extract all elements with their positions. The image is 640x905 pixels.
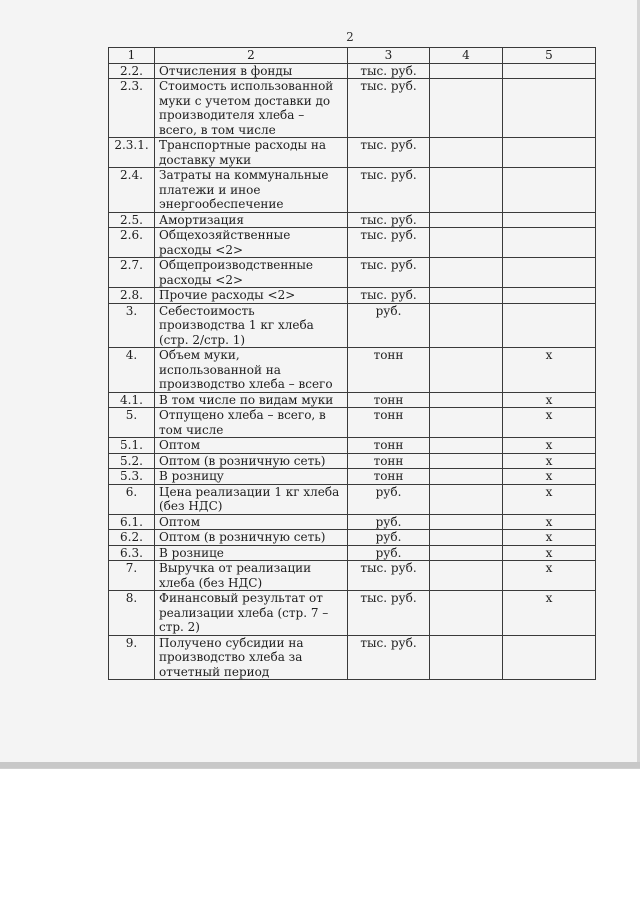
row-number: 2.6. bbox=[109, 228, 155, 258]
row-name: Объем муки, использованной на производство хлеба – всего bbox=[155, 348, 348, 393]
row-col-4 bbox=[430, 228, 503, 258]
row-col-5 bbox=[503, 79, 596, 138]
row-col-5: x bbox=[503, 469, 596, 485]
row-unit: руб. bbox=[348, 303, 430, 348]
header-col-2: 2 bbox=[155, 48, 348, 64]
table-row bbox=[109, 63, 596, 79]
table-row bbox=[109, 514, 596, 530]
row-col-4 bbox=[430, 168, 503, 213]
row-name: Оптом (в розничную сеть) bbox=[155, 530, 348, 546]
row-col-5: x bbox=[503, 530, 596, 546]
table-row bbox=[109, 438, 596, 454]
row-col-4 bbox=[430, 484, 503, 514]
row-name: Оптом (в розничную сеть) bbox=[155, 453, 348, 469]
row-number: 3. bbox=[109, 303, 155, 348]
row-number: 5.1. bbox=[109, 438, 155, 454]
row-unit: тыс. руб. bbox=[348, 635, 430, 680]
table-row bbox=[109, 288, 596, 304]
row-col-4 bbox=[430, 514, 503, 530]
row-col-4 bbox=[430, 392, 503, 408]
row-number: 6.1. bbox=[109, 514, 155, 530]
row-unit: тыс. руб. bbox=[348, 212, 430, 228]
row-col-4 bbox=[430, 530, 503, 546]
row-unit: тонн bbox=[348, 453, 430, 469]
row-unit: тонн bbox=[348, 408, 430, 438]
row-unit: руб. bbox=[348, 545, 430, 561]
row-number: 7. bbox=[109, 561, 155, 591]
row-col-5: x bbox=[503, 408, 596, 438]
row-name: Цена реализации 1 кг хлеба (без НДС) bbox=[155, 484, 348, 514]
row-unit: тыс. руб. bbox=[348, 288, 430, 304]
row-col-4 bbox=[430, 561, 503, 591]
row-unit: тонн bbox=[348, 438, 430, 454]
row-name: Амортизация bbox=[155, 212, 348, 228]
row-col-5: x bbox=[503, 453, 596, 469]
row-col-4 bbox=[430, 138, 503, 168]
table-row bbox=[109, 258, 596, 288]
row-number: 6.2. bbox=[109, 530, 155, 546]
table-row bbox=[109, 561, 596, 591]
row-name: Отчисления в фонды bbox=[155, 63, 348, 79]
row-number: 2.8. bbox=[109, 288, 155, 304]
page-number: 2 bbox=[346, 30, 354, 44]
table-row bbox=[109, 228, 596, 258]
row-number: 2.3. bbox=[109, 79, 155, 138]
table-row bbox=[109, 591, 596, 636]
row-name: В розницу bbox=[155, 469, 348, 485]
row-number: 5.3. bbox=[109, 469, 155, 485]
row-number: 6. bbox=[109, 484, 155, 514]
row-name: Транспортные расходы на доставку муки bbox=[155, 138, 348, 168]
row-unit: тонн bbox=[348, 469, 430, 485]
row-col-4 bbox=[430, 258, 503, 288]
row-col-4 bbox=[430, 438, 503, 454]
row-unit: тыс. руб. bbox=[348, 63, 430, 79]
header-col-3: 3 bbox=[348, 48, 430, 64]
row-col-4 bbox=[430, 79, 503, 138]
table-row bbox=[109, 138, 596, 168]
row-col-5 bbox=[503, 303, 596, 348]
row-col-4 bbox=[430, 288, 503, 304]
row-col-4 bbox=[430, 469, 503, 485]
row-name: Прочие расходы <2> bbox=[155, 288, 348, 304]
table-row bbox=[109, 212, 596, 228]
table-row bbox=[109, 303, 596, 348]
row-col-5 bbox=[503, 635, 596, 680]
row-name: Себестоимость производства 1 кг хлеба (стр. 2/стр. 1) bbox=[155, 303, 348, 348]
row-col-5 bbox=[503, 258, 596, 288]
table-row bbox=[109, 484, 596, 514]
row-name: Общепроизводственные расходы <2> bbox=[155, 258, 348, 288]
row-col-4 bbox=[430, 545, 503, 561]
row-name: В том числе по видам муки bbox=[155, 392, 348, 408]
header-row bbox=[109, 48, 596, 64]
row-unit: тонн bbox=[348, 392, 430, 408]
row-col-4 bbox=[430, 303, 503, 348]
row-col-5 bbox=[503, 228, 596, 258]
row-unit: руб. bbox=[348, 514, 430, 530]
row-number: 2.5. bbox=[109, 212, 155, 228]
row-col-4 bbox=[430, 591, 503, 636]
row-unit: тонн bbox=[348, 348, 430, 393]
row-unit: тыс. руб. bbox=[348, 138, 430, 168]
row-col-5 bbox=[503, 138, 596, 168]
row-col-5: x bbox=[503, 392, 596, 408]
row-number: 4. bbox=[109, 348, 155, 393]
header-col-1: 1 bbox=[109, 48, 155, 64]
row-unit: тыс. руб. bbox=[348, 228, 430, 258]
table-row bbox=[109, 348, 596, 393]
table-row bbox=[109, 469, 596, 485]
table-row bbox=[109, 408, 596, 438]
table-row bbox=[109, 530, 596, 546]
row-number: 8. bbox=[109, 591, 155, 636]
row-name: Оптом bbox=[155, 514, 348, 530]
header-col-4: 4 bbox=[430, 48, 503, 64]
row-number: 5.2. bbox=[109, 453, 155, 469]
row-unit: тыс. руб. bbox=[348, 168, 430, 213]
row-unit: руб. bbox=[348, 484, 430, 514]
row-col-5 bbox=[503, 288, 596, 304]
table-row bbox=[109, 635, 596, 680]
table-row bbox=[109, 168, 596, 213]
row-number: 2.2. bbox=[109, 63, 155, 79]
row-number: 4.1. bbox=[109, 392, 155, 408]
row-name: Финансовый результат от реализации хлеба (стр. 7 – стр. 2) bbox=[155, 591, 348, 636]
table-body bbox=[109, 63, 596, 680]
row-name: Общехозяйственные расходы <2> bbox=[155, 228, 348, 258]
row-name: Выручка от реализации хлеба (без НДС) bbox=[155, 561, 348, 591]
row-unit: руб. bbox=[348, 530, 430, 546]
row-number: 2.7. bbox=[109, 258, 155, 288]
row-number: 9. bbox=[109, 635, 155, 680]
table-row bbox=[109, 453, 596, 469]
row-number: 5. bbox=[109, 408, 155, 438]
row-name: Затраты на коммунальные платежи и иное энергообеспечение bbox=[155, 168, 348, 213]
row-col-5 bbox=[503, 168, 596, 213]
table-row bbox=[109, 392, 596, 408]
row-name: Оптом bbox=[155, 438, 348, 454]
row-name: Отпущено хлеба – всего, в том числе bbox=[155, 408, 348, 438]
row-col-5 bbox=[503, 212, 596, 228]
row-col-4 bbox=[430, 408, 503, 438]
row-col-5: x bbox=[503, 591, 596, 636]
header-col-5: 5 bbox=[503, 48, 596, 64]
row-unit: тыс. руб. bbox=[348, 591, 430, 636]
row-name: Получено субсидии на производство хлеба за отчетный период bbox=[155, 635, 348, 680]
table-row bbox=[109, 545, 596, 561]
row-col-5: x bbox=[503, 514, 596, 530]
row-col-5 bbox=[503, 63, 596, 79]
table-row bbox=[109, 79, 596, 138]
row-unit: тыс. руб. bbox=[348, 79, 430, 138]
row-col-5: x bbox=[503, 561, 596, 591]
row-col-5: x bbox=[503, 545, 596, 561]
row-col-5: x bbox=[503, 438, 596, 454]
row-col-4 bbox=[430, 212, 503, 228]
row-col-4 bbox=[430, 348, 503, 393]
row-number: 2.4. bbox=[109, 168, 155, 213]
row-col-4 bbox=[430, 63, 503, 79]
row-col-4 bbox=[430, 453, 503, 469]
report-table bbox=[108, 47, 596, 680]
row-unit: тыс. руб. bbox=[348, 561, 430, 591]
row-name: Стоимость использованной муки с учетом доставки до производителя хлеба – всего, в том числе bbox=[155, 79, 348, 138]
row-col-4 bbox=[430, 635, 503, 680]
row-col-5: x bbox=[503, 484, 596, 514]
row-name: В рознице bbox=[155, 545, 348, 561]
row-unit: тыс. руб. bbox=[348, 258, 430, 288]
row-col-5: x bbox=[503, 348, 596, 393]
row-number: 2.3.1. bbox=[109, 138, 155, 168]
row-number: 6.3. bbox=[109, 545, 155, 561]
